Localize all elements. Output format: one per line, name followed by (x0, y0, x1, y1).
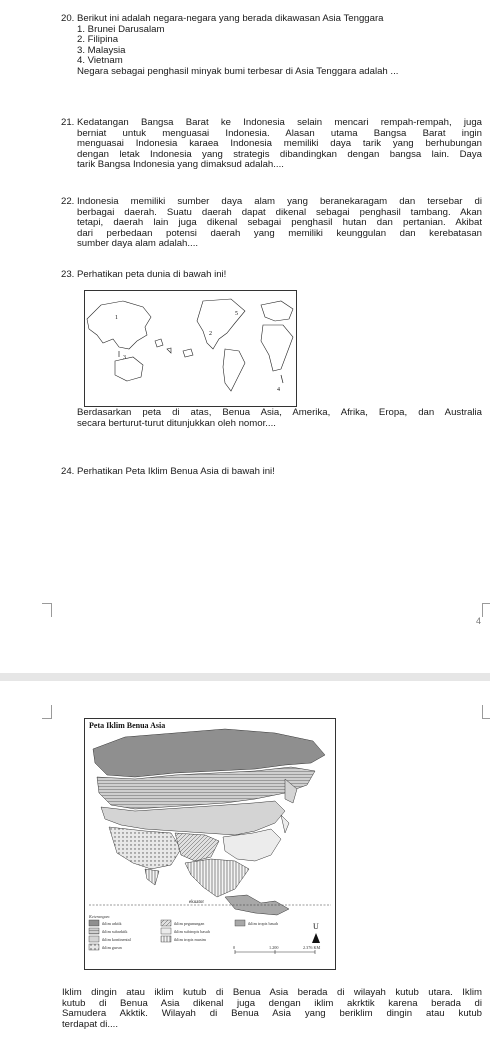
option-item: 2. Filipina (77, 34, 119, 46)
map-label-number: 4 (277, 387, 280, 393)
question-20 (77, 14, 477, 78)
page-corner-mark (482, 705, 490, 719)
page-divider (0, 673, 490, 681)
option-item: 1. Brunei Darusalam (77, 23, 165, 35)
question-number: 22. (61, 196, 75, 207)
africa-landmass (261, 325, 293, 371)
question-line: sumber daya alam adalah.... (77, 238, 199, 250)
page-corner-mark (42, 705, 52, 719)
question-22 (77, 197, 482, 250)
map-label-number: 1 (115, 315, 118, 321)
scale-label: 0 (233, 945, 236, 950)
question-number: 24. (61, 466, 75, 477)
page-number: 4 (476, 616, 482, 626)
legend-label: iklim subarktik (102, 929, 128, 934)
scale-label: 2.376 KM (303, 945, 321, 950)
question-21 (77, 118, 482, 171)
equator-label: ekuator (189, 900, 204, 905)
island (155, 339, 163, 347)
world-map (84, 290, 297, 407)
option-item: 3. Malaysia (77, 44, 126, 56)
south-america-landmass (223, 349, 245, 391)
map-label-number: 2 (209, 331, 212, 337)
legend-swatch (161, 928, 171, 934)
question-line: secara berturut-turut ditunjukkan oleh nomor.... (77, 417, 276, 429)
island (183, 349, 193, 357)
question-number: 23. (61, 269, 75, 280)
north-label: U (313, 922, 319, 931)
world-map-drawing (85, 291, 296, 406)
legend-swatch (89, 920, 99, 926)
legend-title: Keterangan: (89, 914, 111, 919)
page-corner-mark (482, 603, 490, 617)
island (167, 348, 171, 353)
legend-label: iklim tropis musim (174, 937, 206, 942)
australia-landmass (115, 357, 143, 381)
legend-swatch (235, 920, 245, 926)
question-23-text (77, 408, 482, 429)
asia-landmass (87, 301, 151, 349)
map-label-number: 5 (235, 311, 238, 317)
page-corner-mark (42, 603, 52, 617)
legend-swatch (89, 944, 99, 950)
legend-swatch (161, 920, 171, 926)
legend-label: iklim subtropis basah (174, 929, 210, 934)
question-line: kutub di Benua Asia dikenal juga dengan iklim akrktik karena berada di (62, 997, 482, 1009)
question-24-text (62, 988, 482, 1030)
europe-landmass (261, 301, 293, 321)
asia-climate-map-drawing (85, 719, 335, 969)
question-line: berbagai daerah. Suatu daerah dapat dikenal sebagai penghasil tambang. Akan (77, 206, 482, 218)
question-line: Iklim dingin atau iklim kutub di Benua Asia berada di wilayah kutub utara. Iklim (62, 987, 482, 998)
question-line: Indonesia memiliki sumber daya alam yang beranekaragam dan tersebar di (77, 196, 482, 207)
map-title: Peta Iklim Benua Asia (89, 721, 166, 730)
question-line: Kedatangan Bangsa Barat ke Indonesia selain mencari rempah-rempah, juga (77, 117, 482, 128)
question-number: 21. (61, 117, 75, 128)
north-america-landmass (197, 299, 245, 349)
question-intro: Berikut ini adalah negara-negara yang berada dikawasan Asia Tenggara (77, 13, 384, 24)
legend-label: iklim arktik (102, 921, 122, 926)
question-line: Samudera Akktik. Wilayah di Benua Asia yang beriklim dingin atau kutub (62, 1008, 482, 1020)
asia-climate-map (84, 718, 336, 970)
legend-label: iklim pegunungan (174, 921, 205, 926)
question-number: 20. (61, 13, 75, 24)
question-line: Berdasarkan peta di atas, Benua Asia, Amerika, Afrika, Eropa, dan Australia (77, 407, 482, 418)
legend-swatch (161, 936, 171, 942)
question-line: berniat untuk menguasai Indonesia. Alasan utama Bangsa Barat ingin (77, 127, 482, 139)
label-pointer (281, 375, 283, 383)
question-line: dari perbedaan potensi daerah yang memiliki keunggulan dan kerebatasan (77, 227, 482, 239)
legend-swatch (89, 936, 99, 942)
question-line: tetapi, daerah lain juga dikenal sebagai penghasil hutan dan pertanian. Akibat (77, 217, 482, 229)
question-text: Negara sebagai penghasil minyak bumi terbesar di Asia Tenggara adalah ... (77, 65, 399, 77)
legend-label: iklim kontinental (102, 937, 131, 942)
question-instruction: Perhatikan peta dunia di bawah ini! (77, 269, 227, 280)
question-line: tarik Bangsa Indonesia yang dimaksud adalah.... (77, 159, 284, 171)
scale-label: 1.200 (269, 945, 279, 950)
legend-swatch (89, 928, 99, 934)
question-line: dengan letak Indonesia yang strategis dibandingkan dengan bangsa lain. Daya (77, 148, 482, 160)
option-item: 4. Vietnam (77, 55, 123, 67)
question-line: terdapat di.... (62, 1018, 118, 1030)
legend-label: iklim tropis basah (248, 921, 279, 926)
legend-label: iklim gurun (102, 945, 122, 950)
map-label-number: 3 (123, 355, 126, 361)
question-instruction: Perhatikan Peta Iklim Benua Asia di bawah ini! (77, 466, 275, 477)
question-line: menguasai Indonesia karaea Indonesia memiliki daya tarik yang berhubungan (77, 138, 482, 150)
